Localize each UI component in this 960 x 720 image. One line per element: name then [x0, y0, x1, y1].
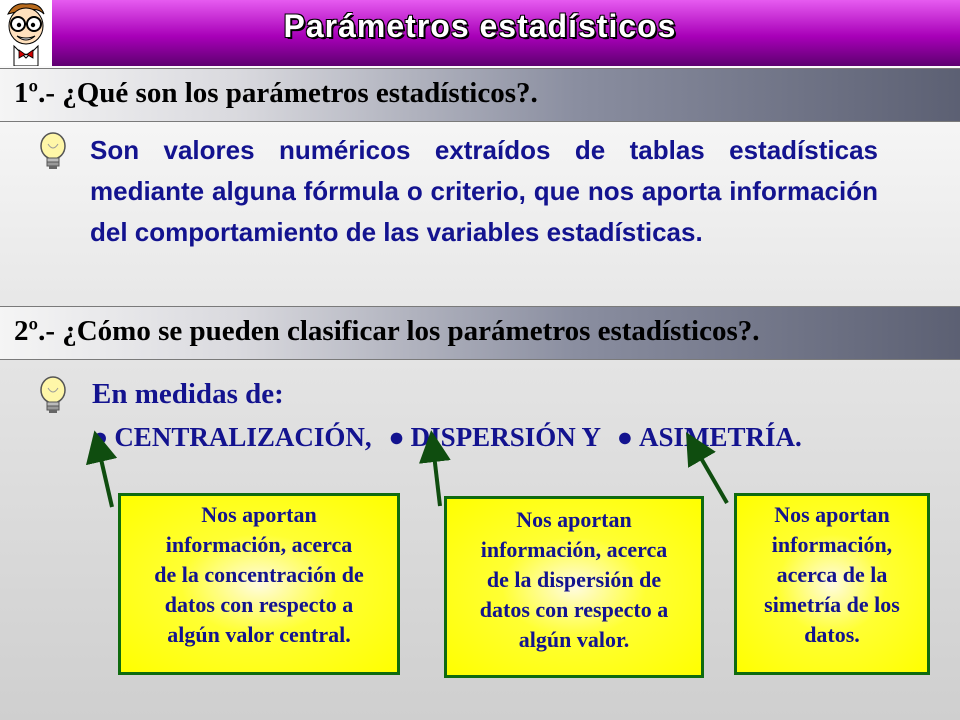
box-line: datos con respecto a — [164, 592, 354, 617]
box-line: de la dispersión de — [486, 567, 662, 592]
box-dispersion — [444, 496, 704, 678]
arrow-dispersion — [433, 446, 440, 506]
measure-asimetria: ASIMETRÍA. — [639, 422, 802, 452]
measure-dispersion: DISPERSIÓN Y — [410, 422, 600, 452]
box-line: datos con respecto a — [479, 597, 669, 622]
box-line: algún valor. — [518, 627, 630, 652]
box-line: datos. — [804, 622, 860, 647]
box-centralizacion — [118, 493, 400, 675]
box-line: información, acerca — [480, 537, 668, 562]
box-line: acerca de la — [776, 562, 888, 587]
arrow-centralizacion — [98, 446, 112, 507]
arrow-asimetria — [694, 446, 727, 503]
box-line: información, — [771, 532, 893, 557]
box-line: algún valor central. — [167, 622, 351, 647]
answer-1-text: Son valores numéricos extraídos de tablas estadísticas mediante alguna fórmula o criterio, que nos aporta información del comportamiento de las variables estadísticas. — [90, 135, 878, 247]
bullet-dot: ● — [92, 422, 109, 452]
box-line: Nos aportan — [201, 502, 317, 527]
page-title: Parámetros estadísticos — [283, 8, 677, 44]
question-2-text: 2º.- ¿Cómo se pueden clasificar los parámetros estadísticos?. — [14, 315, 760, 347]
box-line: Nos aportan — [516, 507, 632, 532]
bullet-dot: ● — [388, 422, 405, 452]
box-line: Nos aportan — [774, 502, 890, 527]
measures-heading: En medidas de: — [92, 378, 284, 410]
measure-centralizacion: CENTRALIZACIÓN, — [114, 422, 372, 452]
bullet-dot: ● — [616, 422, 634, 452]
box-asimetria — [734, 493, 930, 675]
box-line: simetría de los — [764, 592, 900, 617]
question-1-text: 1º.- ¿Qué son los parámetros estadísticos?. — [14, 77, 538, 109]
box-line: información, acerca — [165, 532, 353, 557]
box-line: de la concentración de — [154, 562, 364, 587]
